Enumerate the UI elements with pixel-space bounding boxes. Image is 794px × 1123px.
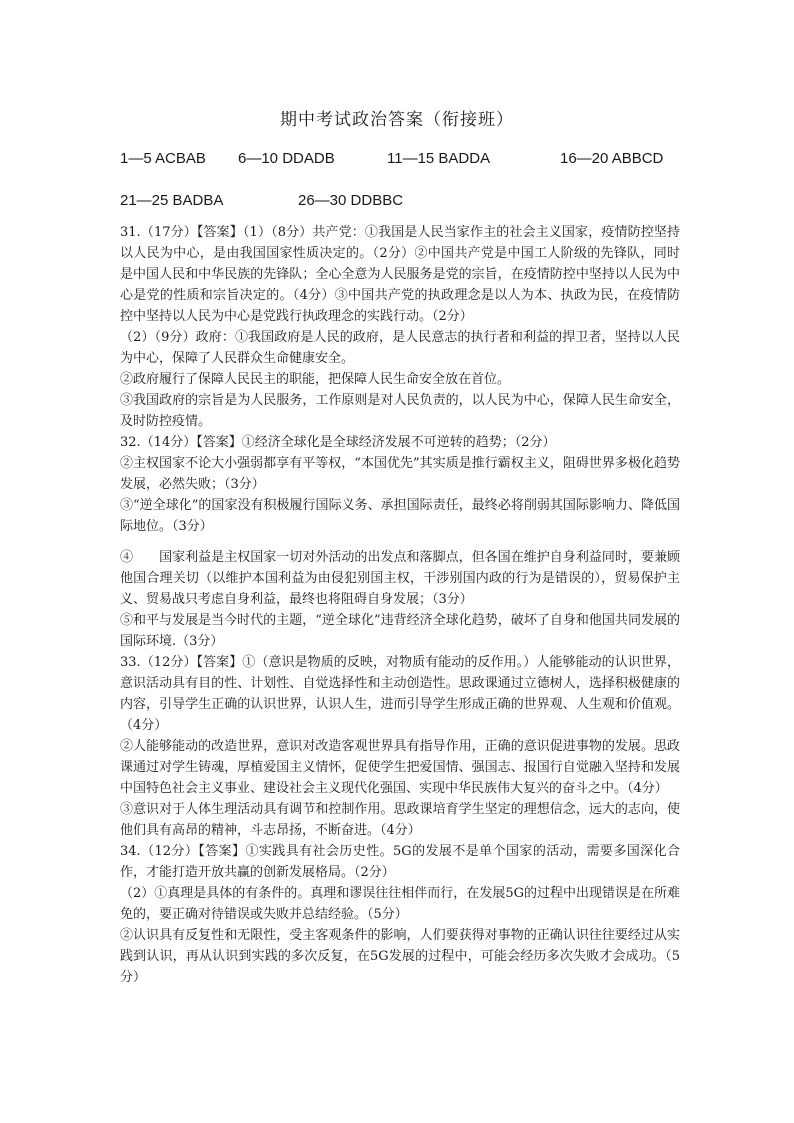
paragraph-q34: 34.（12分）【答案】①实践具有社会历史性。5G的发展不是单个国家的活动，需要多国深化合作，才能打造开放共赢的创新发展格局。（2分） [120, 844, 680, 880]
answer-range: 16—20 ABBCD [560, 150, 664, 167]
paragraph-q33: 33.（12分）【答案】①（意识是物质的反映，对物质有能动的反作用。）人能够能动的认识世界，意识活动具有目的性、计划性、自觉选择性和主动创造性。思政课通过立德树人，选择积极健康的内容，引导学生正确的认识世界，认识人生，进而引导学生形成正确的世界观、人生观和价值观。（4分） [120, 655, 680, 733]
spacer [120, 537, 680, 547]
paragraph: ③意识对于人体生理活动具有调节和控制作用。思政课培育学生坚定的理想信念，远大的志向，使他们具有高昂的精神，斗志昂扬，不断奋进。（4分） [120, 802, 680, 838]
paragraph-q32: 32.（14分）【答案】①经济全球化是全球经济发展不可逆转的趋势；（2分） [120, 435, 556, 450]
answer-range: 1—5 ACBAB [120, 150, 206, 167]
page-title: 期中考试政治答案（衔接班） [280, 110, 514, 130]
paragraph: ②主权国家不论大小强弱都享有平等权，“本国优先”其实质是推行霸权主义，阻碍世界多极化趋势发展，必然失败；（3分） [120, 456, 680, 492]
answer-range: 26—30 DDBBC [298, 192, 404, 209]
paragraph: ③“逆全球化”的国家没有积极履行国际义务、承担国际责任，最终必将削弱其国际影响力、降低国际地位。（3分） [120, 498, 680, 534]
paragraph: （2）（9分）政府：①我国政府是人民的政府，是人民意志的执行者和利益的捍卫者，坚持以人民为中心，保障了人民群众生命健康安全。 [120, 330, 680, 366]
paragraph: ②政府履行了保障人民民主的职能，把保障人民生命安全放在首位。 [120, 372, 511, 387]
paragraph: ②认识具有反复性和无限性，受主客观条件的影响，人们要获得对事物的正确认识往往要经过从实践到认识，再从认识到实践的多次反复，在5G发展的过程中，可能会经历多次失败才会成功。（5分） [120, 928, 680, 985]
paragraph: ④ 国家利益是主权国家一切对外活动的出发点和落脚点，但各国在维护自身利益同时，要兼顾他国合理关切（以维护本国利益为由侵犯别国主权，干涉别国内政的行为是错误的），贸易保护主义、贸易战只考虑自身利益，最终也将阻碍自身发展；（3分） [120, 550, 680, 607]
paragraph: ②人能够能动的改造世界，意识对改造客观世界具有指导作用，正确的意识促进事物的发展。思政课通过对学生铸魂，厚植爱国主义情怀，促使学生把爱国情、强国志、报国行自觉融入坚持和发展中国特色社会主义事业、建设社会主义现代化强国、实现中华民族伟大复兴的奋斗之中。（4分） [120, 739, 680, 796]
answer-range: 21—25 BADBA [120, 192, 224, 209]
paragraph: ⑤和平与发展是当今时代的主题，“逆全球化”违背经济全球化趋势，破坏了自身和他国共同发展的国际环境.（3分） [120, 613, 680, 649]
paragraph: （2）①真理是具体的有条件的。真理和谬误往往相伴而行，在发展5G的过程中出现错误是在所难免的，要正确对待错误或失败并总结经验。（5分） [120, 886, 680, 922]
paragraph: ③我国政府的宗旨是为人民服务，工作原则是对人民负责的，以人民为中心，保障人民生命安全，及时防控疫情。 [120, 393, 680, 429]
answer-explanations [120, 222, 680, 988]
paragraph-q31: 31.（17分）【答案】（1）（8分）共产党：①我国是人民当家作主的社会主义国家，疫情防控坚持以人民为中心，是由我国国家性质决定的。（2分）②中国共产党是中国工人阶级的先锋队，同时是中国人民和中华民族的先锋队；全心全意为人民服务是党的宗旨，在疫情防控中坚持以人民为中心是党的性质和宗旨决定的。（4分）③中国共产党的执政理念是以人为本、执政为民，在疫情防控中坚持以人民为中心是党践行执政理念的实践行动。（2分） [120, 225, 680, 324]
answer-range: 11—15 BADDA [387, 150, 491, 167]
answer-range: 6—10 DDADB [238, 150, 335, 167]
